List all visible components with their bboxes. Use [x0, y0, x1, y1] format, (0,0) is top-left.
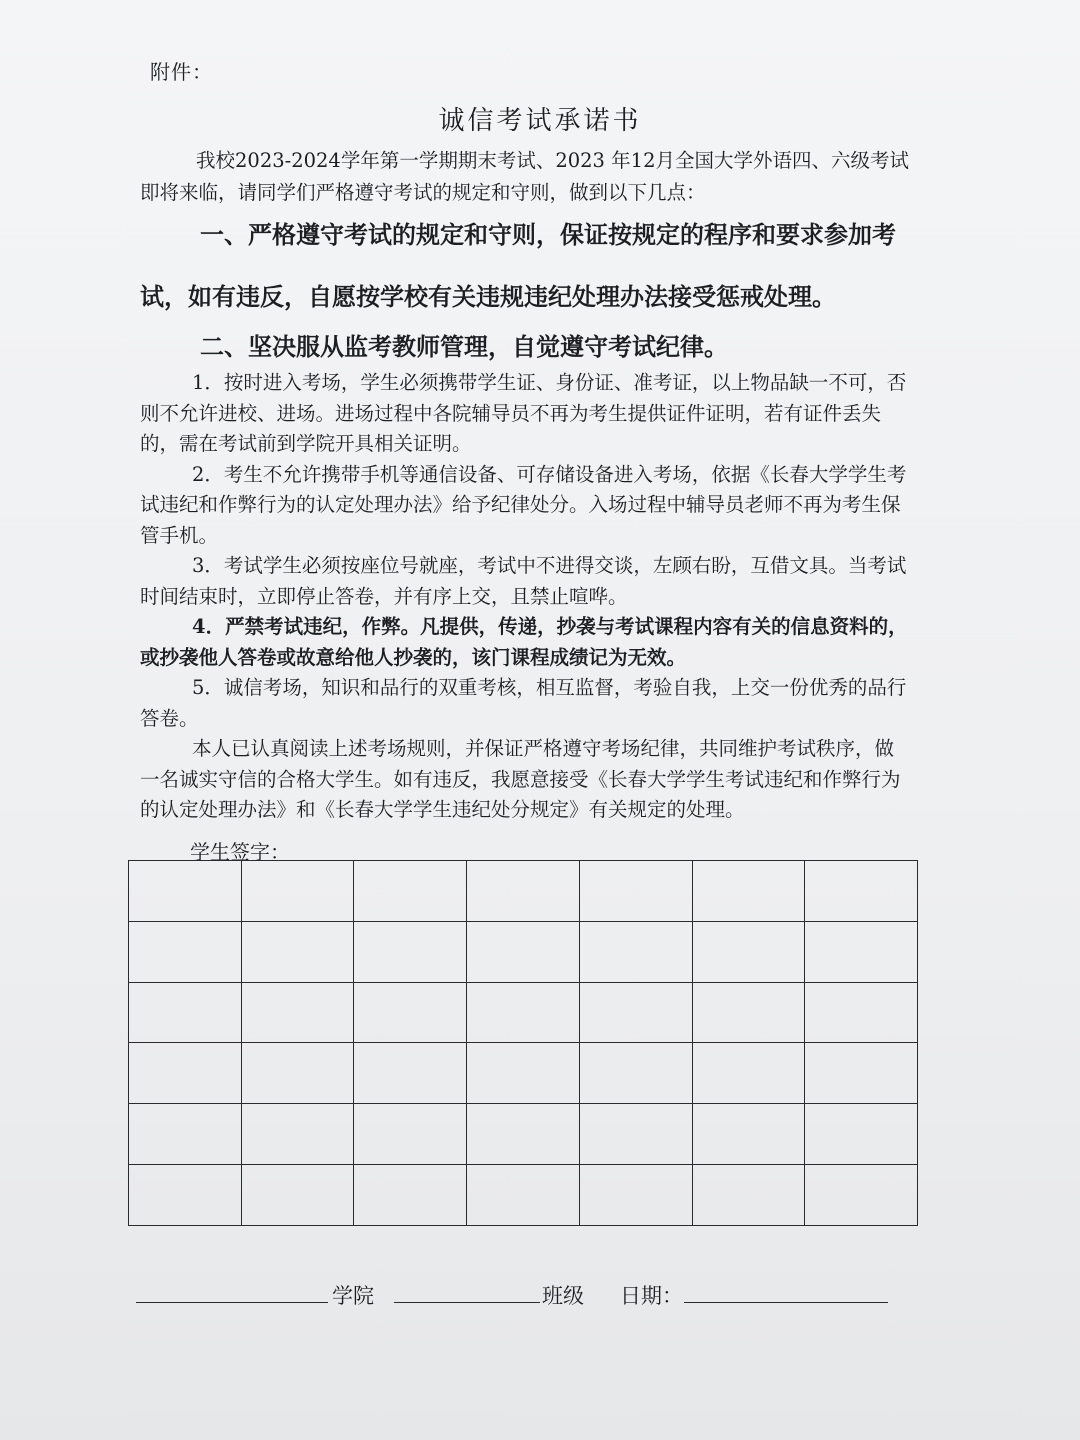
signature-cell[interactable]: [241, 1165, 354, 1226]
date-label: 日期：: [620, 1284, 683, 1308]
signature-cell[interactable]: [129, 982, 242, 1043]
signature-cell[interactable]: [129, 1104, 242, 1165]
intro-paragraph: 我校2023-2024学年第一学期期末考试、2023 年12月全国大学外语四、六级考试即将来临，请同学们严格遵守考试的规定和守则，做到以下几点：: [140, 149, 909, 204]
signature-cell[interactable]: [354, 982, 467, 1043]
college-blank[interactable]: [136, 1276, 328, 1303]
document-title: 诚信考试承诺书: [438, 106, 642, 136]
signature-cell[interactable]: [467, 1165, 580, 1226]
signature-cell[interactable]: [129, 1043, 242, 1104]
rules-list: [140, 368, 910, 826]
signature-cell[interactable]: [467, 1104, 580, 1165]
attachment-label: 附件：: [150, 60, 213, 84]
signature-cell[interactable]: [692, 861, 805, 922]
signature-cell[interactable]: [467, 861, 580, 922]
signature-row: [129, 1104, 918, 1165]
signature-cell[interactable]: [692, 1165, 805, 1226]
signature-cell[interactable]: [467, 921, 580, 982]
rule-item: 2．考生不允许携带手机等通信设备、可存储设备进入考场，依据《长春大学学生考试违纪和作弊行为的认定处理办法》给予纪律处分。入场过程中辅导员老师不再为考生保管手机。: [140, 462, 907, 547]
signature-row: [129, 921, 918, 982]
signature-row: [129, 982, 918, 1043]
signature-grid: [128, 860, 918, 1226]
class-label: 班级: [542, 1284, 584, 1308]
signature-label: 学生签字：: [190, 840, 290, 864]
pledge-paragraph: 本人已认真阅读上述考场规则，并保证严格遵守考场纪律，共同维护考试秩序，做一名诚实守信的合格大学生。如有违反，我愿意接受《长春大学学生考试违纪和作弊行为的认定处理办法》和《长春大学学生违纪处分规定》有关规定的处理。: [140, 737, 901, 821]
commitment-point-1: 一、严格遵守考试的规定和守则，保证按规定的程序和要求参加考试，如有违反，自愿按学校有关违规违纪处理办法接受惩戒处理。: [140, 220, 896, 311]
signature-cell[interactable]: [805, 982, 918, 1043]
signature-cell[interactable]: [579, 1165, 692, 1226]
signature-cell[interactable]: [129, 861, 242, 922]
signature-cell[interactable]: [579, 921, 692, 982]
rule-item: 4．严禁考试违纪，作弊。凡提供，传递，抄袭与考试课程内容有关的信息资料的，或抄袭他人答卷或故意给他人抄袭的，该门课程成绩记为无效。: [140, 615, 908, 669]
signature-cell[interactable]: [241, 861, 354, 922]
signature-row: [129, 1043, 918, 1104]
signature-cell[interactable]: [354, 1165, 467, 1226]
signature-cell[interactable]: [354, 1104, 467, 1165]
signature-cell[interactable]: [467, 1043, 580, 1104]
signature-cell[interactable]: [354, 921, 467, 982]
signature-cell[interactable]: [354, 861, 467, 922]
signature-cell[interactable]: [241, 921, 354, 982]
college-label: 学院: [332, 1284, 374, 1308]
signature-cell[interactable]: [129, 1165, 242, 1226]
signature-row: [129, 1165, 918, 1226]
commitment-point-2: 二、坚决服从监考教师管理，自觉遵守考试纪律。: [200, 332, 728, 361]
signature-cell[interactable]: [579, 1043, 692, 1104]
rule-item: 1．按时进入考场，学生必须携带学生证、身份证、准考证，以上物品缺一不可，否则不允许进校、进场。进场过程中各院辅导员不再为考生提供证件证明，若有证件丢失的，需在考试前到学院开具相关证明。: [140, 371, 907, 455]
rule-item: 3．考试学生必须按座位号就座，考试中不进得交谈，左顾右盼，互借文具。当考试时间结束时，立即停止答卷，并有序上交，且禁止喧哗。: [140, 554, 907, 608]
signature-cell[interactable]: [692, 982, 805, 1043]
signature-cell[interactable]: [241, 1043, 354, 1104]
signature-cell[interactable]: [805, 1104, 918, 1165]
signature-cell[interactable]: [354, 1043, 467, 1104]
footer-fields: [0, 1276, 1080, 1316]
signature-cell[interactable]: [579, 982, 692, 1043]
signature-cell[interactable]: [805, 1043, 918, 1104]
signature-cell[interactable]: [692, 1104, 805, 1165]
signature-cell[interactable]: [579, 861, 692, 922]
signature-cell[interactable]: [129, 921, 242, 982]
date-blank[interactable]: [684, 1276, 888, 1303]
class-blank[interactable]: [394, 1276, 540, 1303]
signature-cell[interactable]: [692, 921, 805, 982]
signature-cell[interactable]: [692, 1043, 805, 1104]
signature-cell[interactable]: [805, 921, 918, 982]
rule-item: 5．诚信考场，知识和品行的双重考核，相互监督，考验自我，上交一份优秀的品行答卷。: [140, 676, 907, 730]
signature-row: [129, 861, 918, 922]
signature-cell[interactable]: [241, 982, 354, 1043]
signature-cell[interactable]: [241, 1104, 354, 1165]
signature-cell[interactable]: [805, 1165, 918, 1226]
signature-cell[interactable]: [805, 861, 918, 922]
signature-cell[interactable]: [467, 982, 580, 1043]
signature-cell[interactable]: [579, 1104, 692, 1165]
